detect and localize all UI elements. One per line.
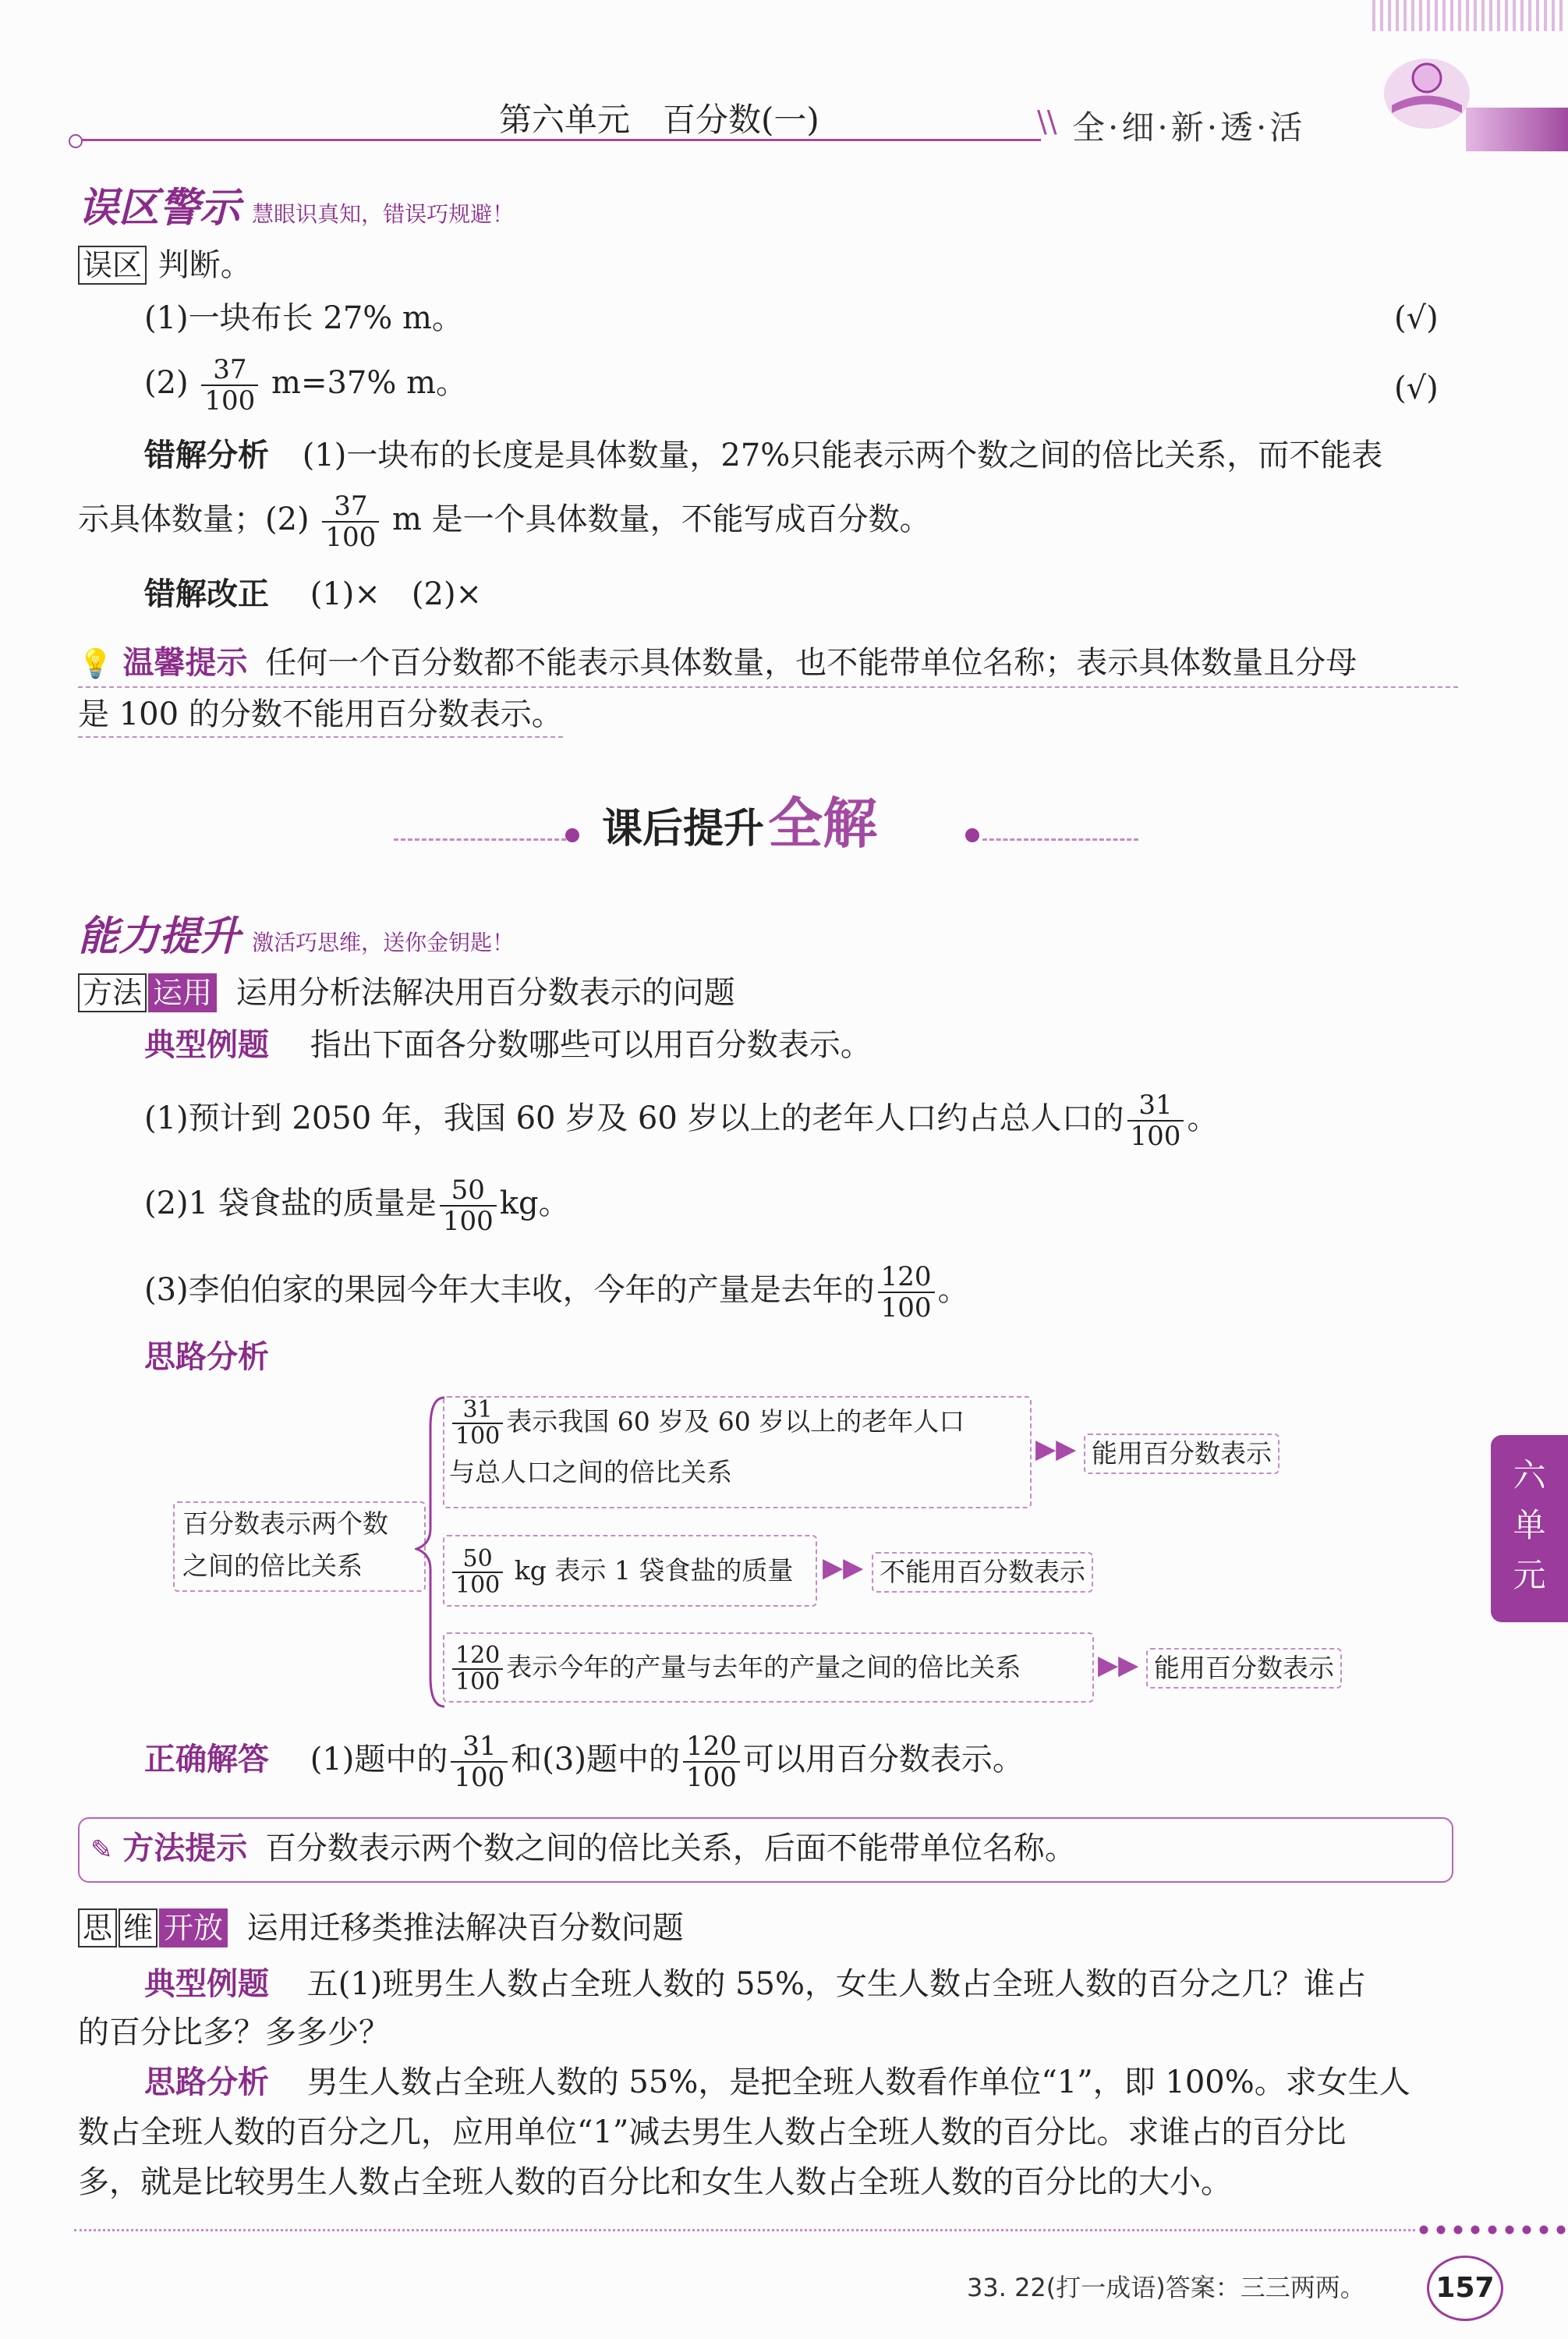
method-tip-text: 百分数表示两个数之间的倍比关系，后面不能带单位名称。 xyxy=(264,1830,1076,1866)
mistake-instruction-row xyxy=(78,243,252,287)
mistake-analysis-line2 xyxy=(78,491,931,552)
b1-text1: 表示我国 60 岁及 60 岁以上的老年人口 xyxy=(506,1406,965,1437)
unit-title: 第六单元 百分数(一) xyxy=(499,101,819,139)
method-tip-label: 方法提示 xyxy=(122,1830,248,1866)
open-thinking-line1 xyxy=(144,2061,1410,2104)
open-label-b: 维 xyxy=(119,1908,158,1947)
bulb-icon: 💡 xyxy=(78,648,113,680)
side-tab-char-2: 单 xyxy=(1513,1506,1546,1544)
mistake-tip xyxy=(78,641,1458,738)
b3-fraction xyxy=(452,1643,503,1695)
footer-riddle: 33. 22(打一成语)答案：三三两两。 xyxy=(967,2273,1365,2302)
open-heading xyxy=(78,1906,684,1950)
open-example-text1: 五(1)班男生人数占全班人数的 55%，女生人数占全班人数的百分之几？谁占 xyxy=(306,1966,1366,2002)
open-thinking-line2: 数占全班人数的百分之几，应用单位“1”减去男生人数占全班人数的百分比。求谁占的百分比 xyxy=(78,2114,1347,2150)
book-logo-icon xyxy=(1380,47,1474,133)
method-tip xyxy=(78,1817,1453,1883)
b1-arrow-icon: ▶▶ xyxy=(1035,1434,1077,1465)
fraction-denominator: 100 xyxy=(683,1761,740,1792)
item2-text: (2)1 袋食盐的质量是 xyxy=(144,1185,437,1221)
item3-fraction xyxy=(878,1262,935,1323)
b2-result: 不能用百分数表示 xyxy=(872,1552,1093,1593)
open-heading-text: 运用迁移类推法解决百分数问题 xyxy=(246,1910,684,1946)
answer-c: 可以用百分数表示。 xyxy=(742,1742,1024,1777)
fraction-numerator: 50 xyxy=(451,1175,485,1206)
example-text: 指出下面各分数哪些可以用百分数表示。 xyxy=(310,1027,872,1063)
fraction-numerator: 31 xyxy=(1138,1090,1173,1121)
mistake-q2-prefix: (2) xyxy=(144,365,189,401)
banner-rule-right xyxy=(982,838,1138,841)
fraction-denominator: 100 xyxy=(452,1572,503,1598)
answer-fraction-1 xyxy=(451,1731,508,1792)
b1-fraction xyxy=(452,1398,503,1449)
b3-result: 能用百分数表示 xyxy=(1146,1648,1342,1689)
example-label: 典型例题 xyxy=(144,1027,269,1063)
fraction-numerator: 37 xyxy=(334,491,368,522)
mistake-subtitle: 慧眼识真知，错误巧规避！ xyxy=(252,201,515,227)
open-thinking-text1: 男生人数占全班人数的 55%，是把全班人数看作单位“1”，即 100%。求女生人 xyxy=(306,2064,1410,2100)
b2-text: kg 表示 1 袋食盐的质量 xyxy=(514,1555,794,1586)
banner-rule-left xyxy=(394,838,573,841)
pencil-icon: ✎ xyxy=(90,1834,113,1866)
page-number: 157 xyxy=(1427,2256,1503,2321)
fraction-denominator: 100 xyxy=(451,1761,508,1792)
open-example-line1 xyxy=(144,1962,1366,2006)
mistake-analysis-prefix: 示具体数量；(2) xyxy=(78,501,310,537)
mistake-label: 误区 xyxy=(78,246,147,285)
ability-subtitle: 激活巧思维，送你金钥匙！ xyxy=(252,930,515,955)
b1-result: 能用百分数表示 xyxy=(1084,1434,1280,1474)
diagram-root xyxy=(173,1501,426,1592)
fraction-denominator: 100 xyxy=(1127,1120,1184,1151)
open-thinking-line3: 多，就是比较男生人数占全班人数的百分比和女生人数占全班人数的百分比的大小。 xyxy=(78,2164,1232,2200)
mistake-tip-label: 温馨提示 xyxy=(122,645,248,681)
open-label-a: 思 xyxy=(78,1908,117,1947)
fraction-numerator: 120 xyxy=(455,1642,501,1669)
method-text: 运用分析法解决用百分数表示的问题 xyxy=(235,975,735,1011)
method-heading xyxy=(78,971,735,1015)
b2-arrow-icon: ▶▶ xyxy=(823,1552,864,1583)
side-tab-char-1: 六 xyxy=(1513,1456,1546,1494)
header-slash-icon: \\ xyxy=(1037,105,1057,139)
mistake-instruction: 判断。 xyxy=(158,247,252,283)
banner-text-a: 课后提升 xyxy=(602,805,765,852)
fraction-denominator: 100 xyxy=(201,385,258,416)
example-item-2 xyxy=(144,1175,570,1236)
diagram-branch-2 xyxy=(443,1535,817,1607)
mistake-q1: (1)一块布长 27% m。 xyxy=(144,300,463,336)
mistake-analysis-text1: (1)一块布的长度是具体数量，27%只能表示两个数之间的倍比关系，而不能表 xyxy=(302,438,1383,473)
footer-rule xyxy=(74,2229,1415,2231)
mistake-correction-text: (1)× (2)× xyxy=(310,576,483,612)
open-example-line2: 的百分比多？多多少？ xyxy=(78,2015,390,2050)
item3-text: (3)李伯伯家的果园今年大丰收，今年的产量是去年的 xyxy=(144,1272,875,1308)
mistake-correction-label: 错解改正 xyxy=(144,576,269,612)
mistake-tip-line2: 是 100 的分数不能用百分数表示。 xyxy=(78,693,563,738)
example-item-3 xyxy=(144,1262,969,1323)
mistake-analysis-label: 错解分析 xyxy=(144,438,269,473)
header-stripes xyxy=(1372,0,1567,31)
answer-fraction-2 xyxy=(683,1731,740,1792)
mistake-q2-suffix: m=37% m。 xyxy=(271,365,468,401)
fraction-denominator: 100 xyxy=(322,521,379,552)
fraction-numerator: 120 xyxy=(685,1731,737,1762)
fraction-numerator: 50 xyxy=(462,1545,493,1572)
diagram-branch-3 xyxy=(443,1632,1094,1703)
mistake-analysis-line1 xyxy=(144,434,1382,477)
unit-side-tab[interactable] xyxy=(1491,1435,1568,1622)
header-rule-dot xyxy=(69,134,83,148)
b2-fraction xyxy=(452,1547,503,1598)
diagram-branch-1 xyxy=(443,1396,1032,1508)
mistake-q1-mark: (√) xyxy=(1394,300,1439,336)
open-example-label: 典型例题 xyxy=(144,1966,269,2002)
b3-text: 表示今年的产量与去年的产量之间的倍比关系 xyxy=(506,1652,1021,1682)
mistake-title xyxy=(78,175,514,233)
ability-title xyxy=(78,903,514,962)
root-line1: 百分数表示两个数 xyxy=(182,1508,388,1539)
mistake-analysis-suffix: m 是一个具体数量，不能写成百分数。 xyxy=(392,501,931,537)
header-bar-right xyxy=(1466,108,1568,151)
item2-fraction xyxy=(440,1175,497,1236)
root-line2: 之间的倍比关系 xyxy=(182,1550,363,1581)
mistake-title-text: 误区警示 xyxy=(78,184,241,232)
item1-text: (1)预计到 2050 年，我国 60 岁及 60 岁以上的老年人口约占总人口的 xyxy=(144,1100,1124,1136)
fraction-numerator: 31 xyxy=(462,1396,493,1423)
mistake-analysis-fraction xyxy=(322,491,379,552)
slogan: 全·细·新·透·活 xyxy=(1072,108,1306,147)
item1-end: 。 xyxy=(1187,1100,1219,1136)
fraction-numerator: 120 xyxy=(880,1261,932,1292)
banner-dot-left xyxy=(565,828,579,842)
open-label-c: 开放 xyxy=(159,1908,228,1947)
footer-rule-dots xyxy=(1415,2224,1568,2235)
b1-text2: 与总人口之间的倍比关系 xyxy=(449,1457,732,1487)
fraction-denominator: 100 xyxy=(878,1292,935,1323)
diagram-brace xyxy=(415,1396,446,1708)
fraction-numerator: 37 xyxy=(213,354,247,385)
mistake-q2-fraction xyxy=(201,355,258,416)
mistake-correction xyxy=(144,572,482,616)
method-label-a: 方法 xyxy=(78,973,147,1012)
ability-title-text: 能力提升 xyxy=(78,913,241,960)
fraction-denominator: 100 xyxy=(440,1205,497,1236)
item1-fraction xyxy=(1127,1090,1184,1151)
thinking-label: 思路分析 xyxy=(144,1339,269,1375)
side-tab-char-3: 元 xyxy=(1513,1556,1546,1594)
banner-dot-right xyxy=(965,828,979,842)
fraction-denominator: 100 xyxy=(452,1668,503,1695)
open-thinking-label: 思路分析 xyxy=(144,2064,269,2100)
banner-title xyxy=(602,780,877,859)
method-label-b: 运用 xyxy=(148,973,217,1012)
b3-arrow-icon: ▶▶ xyxy=(1098,1650,1139,1681)
item2-end: kg。 xyxy=(499,1185,570,1221)
example-row xyxy=(144,1023,872,1067)
answer-row xyxy=(144,1731,1024,1792)
answer-label: 正确解答 xyxy=(144,1742,269,1777)
answer-a: (1)题中的 xyxy=(310,1742,448,1777)
mistake-tip-line1 xyxy=(78,641,1458,688)
mistake-q2 xyxy=(144,355,467,416)
banner-text-b: 全解 xyxy=(768,791,878,856)
answer-b: 和(3)题中的 xyxy=(511,1742,680,1777)
item3-end: 。 xyxy=(937,1272,969,1308)
fraction-denominator: 100 xyxy=(452,1423,503,1449)
mistake-q2-mark: (√) xyxy=(1394,370,1439,406)
example-item-1 xyxy=(144,1090,1218,1151)
fraction-numerator: 31 xyxy=(462,1731,497,1762)
mistake-tip-text1: 任何一个百分数都不能表示具体数量，也不能带单位名称；表示具体数量且分母 xyxy=(265,645,1357,681)
